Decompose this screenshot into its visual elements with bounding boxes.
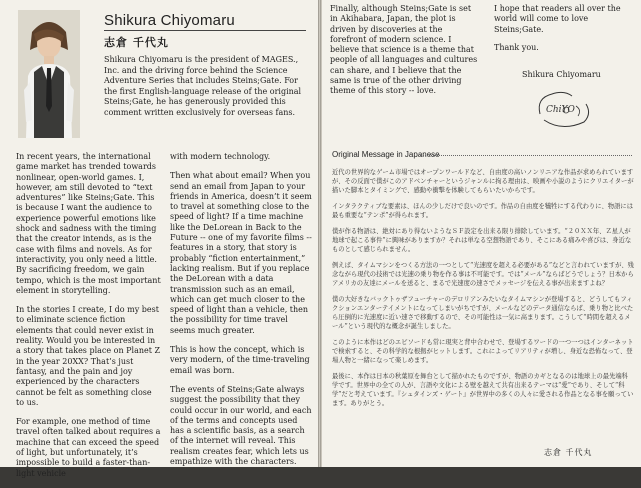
author-name-japanese: 志倉 千代丸: [104, 36, 169, 49]
title-rule: [104, 30, 306, 31]
drawing-text: ChiYO: [546, 105, 575, 115]
japanese-paragraph: 最後に、本作は日本の秋葉原を舞台として描かれたものですが、物語のカギとなるのは地球上の最先端科学です。世界中の全ての人が、言語や文化による壁を越えて共有出来るテーマは“愛”であり、そして“科学”だと考えています。『シュタインズ・ゲート』が世界中の多くの人々に愛される作品となる事を願っています。ありがとう。: [332, 373, 634, 407]
paragraph: In the stories I create, I do my best to eliminate science fiction elements that could never exist in reality. Would you be interested in a story that takes place on Planet Z in the year 20XX? That’s just fantasy, and the pain and joy experienced by the characters cannot be felt as something close to us.: [16, 305, 161, 407]
japanese-paragraph: 僕が作る物語は、絶対にあり得ないようなＳＦ設定を出来る限り排除しています。“２０ＸＸ年、Ｚ星人が地球で起こる事件”に興味がありますか？それは単なる空想物語であり、そこにある痛みや喜びは、身近なものとして感じられません。: [332, 228, 632, 253]
author-photo: [18, 10, 80, 138]
japanese-paragraph: インタラクティブな要素は、ほんの少しだけで良いのです。作品の自由度を犠牲にする代わりに、物語には最も重要な“テンポ”が得られます。: [332, 203, 633, 219]
japanese-paragraph: 近代の世界的なゲーム市場ではオープンワールドなど、自由度の高いノンリニアな作品が求められていますが、その反面で僕がこのアドベンチャーというジャンルに拘る理由は、映画や小説のようにクリエイターが描いた脚本とタイミングで、感動や衝撃を体験してもらいたいからです。: [332, 169, 634, 194]
signature-drawing: [532, 84, 596, 138]
paragraph: In recent years, the international game market has trended towards nonlinear, open-world games. I, however, am still devoted to “text adventures” like Steins;Gate. This is because I want the audience to experience powerful emotions like shock and sadness with the timing that the creator intends, as is the case with films and novels. As for interactivity, you only need a little. By sacrificing freedom, we gain tempo, which is the most important element in storytelling.: [16, 152, 161, 295]
japanese-paragraph: 僕の大好きなバックトゥザフューチャーのデロリアンみたいなタイムマシンが登場すると、どうしてもフィクションエンターテイメントになってしまいがちですが、メールなどのデータ通信ならば、乗り物と比べたら圧倒的に光速度に近い速さで移動するので、その可能性は一気に高まります。こうして“時間を超えるメール”という現代的な概念が誕生しました。: [332, 296, 634, 330]
dotted-divider: [420, 155, 632, 156]
paragraph: This is how the concept, which is very modern, of the time-traveling email was born.: [170, 345, 310, 375]
paragraph: I hope that readers all over the world will come to love Steins;Gate.: [494, 4, 621, 34]
paragraph: with modern technology.: [170, 152, 271, 161]
paragraph: Finally, although Steins;Gate is set in Akihabara, Japan, the plot is driven by discoveries at the forefront of modern science. I believe that science is a theme that people of all languages and cultures can share, and I believe that the same is true of the other driving theme of this story -- love.: [330, 4, 478, 96]
japanese-signature: 志倉 千代丸: [544, 448, 593, 457]
article-column-2: [170, 152, 312, 476]
paragraph: For example, one method of time travel often talked about requires a machine that can exceed the speed of light, but unfortunately, it’s impossible to build a faster-than-light vehicle: [16, 417, 161, 478]
author-bio: Shikura Chiyomaru is the president of MAGES., Inc. and the driving force behind the Science Adventure Series that includes Steins;Gate. For the first English-language release of the original Steins;Gate, he has generously provided this comment written exclusively for overseas fans.: [104, 55, 302, 117]
japanese-paragraph: このように本作はどのエピソードも常に現実と背中合わせで、登場するワードの一つ一つはインターネットで検索すると、その科学的な根拠がヒットします。これによってリアリティが増し、身近な恐怖なって、登場人物と一緒になって楽しめます。: [332, 339, 634, 364]
article-column-1: [16, 152, 162, 488]
author-name: Shikura Chiyomaru: [104, 12, 235, 29]
signature-text: Shikura Chiyomaru: [522, 70, 601, 79]
article-column-3: [330, 4, 480, 106]
article-column-4: [494, 4, 636, 61]
japanese-message: [332, 168, 634, 415]
right-page: [321, 0, 641, 467]
japanese-message-title: Original Message in Japanese: [332, 150, 440, 159]
paragraph: Thank you.: [494, 42, 539, 52]
paragraph: Then what about email? When you send an email from Japan to your friends in America, doesn’t it seem to travel at something close to the speed of light? If a time machine like the DeLorean in Back to the Future -- one of my favorite films -- features in a story, that story is probably “fiction entertainment,” lacking realism. But if you replace the DeLorean with a data transmission such as an email, which can get much closer to the speed of light than a vehicle, then the possibility for time travel seems much greater.: [170, 171, 312, 335]
left-page: [0, 0, 319, 478]
paragraph: The events of Steins;Gate always suggest the possibility that they could occur in our world, and each of the terms and concepts used has a scientific basis, as a search of the internet will reveal. This realism creates fear, which lets us empathize with the characters.: [170, 384, 312, 467]
japanese-paragraph: 例えば、タイムマシンをつくる方法の一つとして“光速度を超える必要がある”などと言われていますが、残念ながら現代の技術では光速の乗り物を作る事は不可能です。では“メール”ならばどうでしょう？日本からアメリカの友達にメールを送ると、まるで光速度の速さでメッセージを伝える事が出来ますよね？: [332, 262, 634, 287]
